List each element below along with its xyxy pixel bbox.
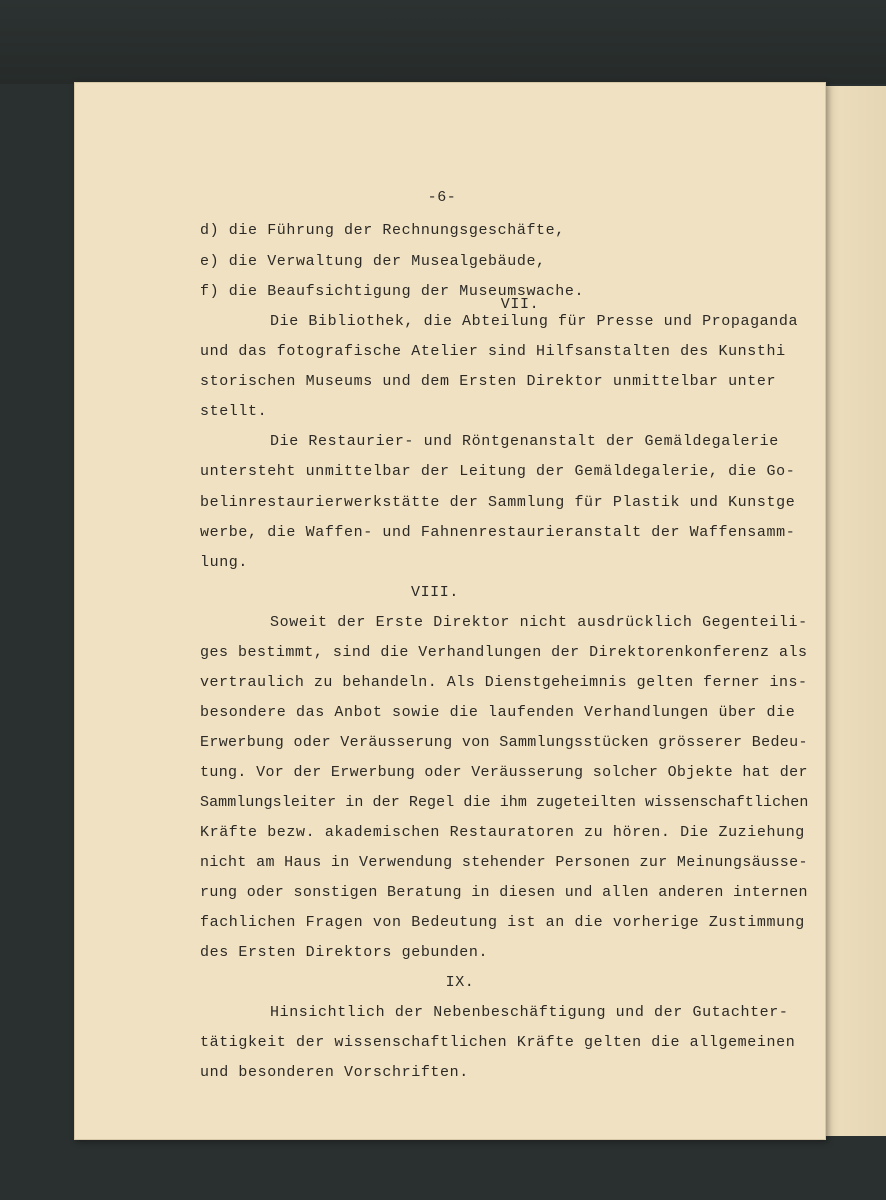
paragraph-line: tätigkeit der wissenschaftlichen Kräfte gelten die allgemeinen <box>200 1034 796 1051</box>
paragraph-line: Die Restaurier- und Röntgenanstalt der Gemäldegalerie <box>270 433 779 450</box>
paragraph-line: des Ersten Direktors gebunden. <box>200 944 489 961</box>
paragraph-line: nicht am Haus in Verwendung stehender Personen zur Meinungsäusse- <box>200 854 808 871</box>
paragraph-line: rung oder sonstigen Beratung in diesen und allen anderen internen <box>200 884 808 901</box>
paragraph-line: werbe, die Waffen- und Fahnenrestaurieranstalt der Waffensamm- <box>200 524 796 541</box>
list-item-e: e) die Verwaltung der Musealgebäude, <box>200 253 546 270</box>
paragraph-line: ges bestimmt, sind die Verhandlungen der Direktorenkonferenz als <box>200 644 808 661</box>
page-number: -6- <box>427 189 457 206</box>
paragraph-line: Hinsichtlich der Nebenbeschäftigung und der Gutachter- <box>270 1004 789 1021</box>
paragraph-line: fachlichen Fragen von Bedeutung ist an die vorherige Zustimmung <box>200 914 805 931</box>
paragraph-line: Kräfte bezw. akademischen Restauratoren zu hören. Die Zuziehung <box>200 824 805 841</box>
paragraph-line: storischen Museums und dem Ersten Direktor unmittelbar unter <box>200 373 777 390</box>
paragraph-line: Erwerbung oder Veräusserung von Sammlungsstücken grösserer Bedeu- <box>200 734 808 751</box>
paragraph-line: Soweit der Erste Direktor nicht ausdrücklich Gegenteili- <box>270 614 808 631</box>
section-heading-viii: VIII. <box>410 584 459 601</box>
section-heading-vii: VII. <box>500 296 540 313</box>
section-heading-ix: IX. <box>445 974 475 991</box>
paragraph-line: untersteht unmittelbar der Leitung der Gemäldegalerie, die Go- <box>200 463 796 480</box>
paragraph-line: Die Bibliothek, die Abteilung für Presse und Propaganda <box>270 313 799 330</box>
paragraph-line: vertraulich zu behandeln. Als Dienstgeheimnis gelten ferner ins- <box>200 674 808 691</box>
paragraph-line: und besonderen Vorschriften. <box>200 1064 469 1081</box>
paragraph-line: Sammlungsleiter in der Regel die ihm zugeteilten wissenschaftlichen <box>200 794 809 811</box>
list-item-d: d) die Führung der Rechnungsgeschäfte, <box>200 222 565 239</box>
paragraph-line: belinrestaurierwerkstätte der Sammlung für Plastik und Kunstge <box>200 494 796 511</box>
paragraph-line: stellt. <box>200 403 268 420</box>
paragraph-line: und das fotografische Atelier sind Hilfsanstalten des Kunsthi <box>200 343 786 360</box>
paragraph-line: lung. <box>200 554 249 571</box>
list-item-f: f) die Beaufsichtigung der Museumswache. <box>200 283 585 300</box>
paragraph-line: tung. Vor der Erwerbung oder Veräusserung solcher Objekte hat der <box>200 764 808 781</box>
paragraph-line: besondere das Anbot sowie die laufenden Verhandlungen über die <box>200 704 796 721</box>
